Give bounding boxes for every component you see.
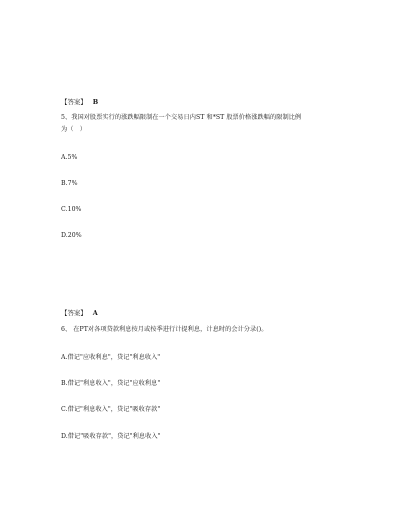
- q5-option-a: A.5%: [61, 154, 78, 161]
- q6-answer-value: A: [92, 309, 98, 317]
- q5-stem-line1: 5、我国对股票实行的涨跌幅限制在一个交易日内ST 和*ST 股票价格涨跌幅的限制比例: [61, 114, 302, 121]
- q5-stem-line2: 为（ ）: [61, 126, 86, 133]
- q5-option-d: D.20%: [61, 232, 82, 239]
- q6-option-b: B.借记"利息收入"，贷记"应收利息": [61, 380, 161, 387]
- q6-answer: [61, 309, 98, 317]
- q6-option-a: A.借记"应收利息"，贷记"利息收入": [61, 354, 161, 361]
- q6-option-c: C.借记"利息收入"，贷记"吸收存款": [61, 406, 161, 413]
- q5-answer-label: 【答案】: [61, 98, 87, 106]
- q5-answer: [61, 98, 98, 106]
- q5-answer-value: B: [92, 98, 99, 106]
- q5-option-c: C.10%: [61, 206, 82, 213]
- q6-answer-label: 【答案】: [61, 309, 87, 317]
- q5-option-b: B.7%: [61, 180, 78, 187]
- q6-stem-line1: 6、 在PT对各项贷款利息按月或按季进行计提利息，计息时的会计分录()。: [61, 326, 268, 333]
- q6-option-d: D.借记"吸收存款"，贷记"利息收入": [61, 433, 161, 440]
